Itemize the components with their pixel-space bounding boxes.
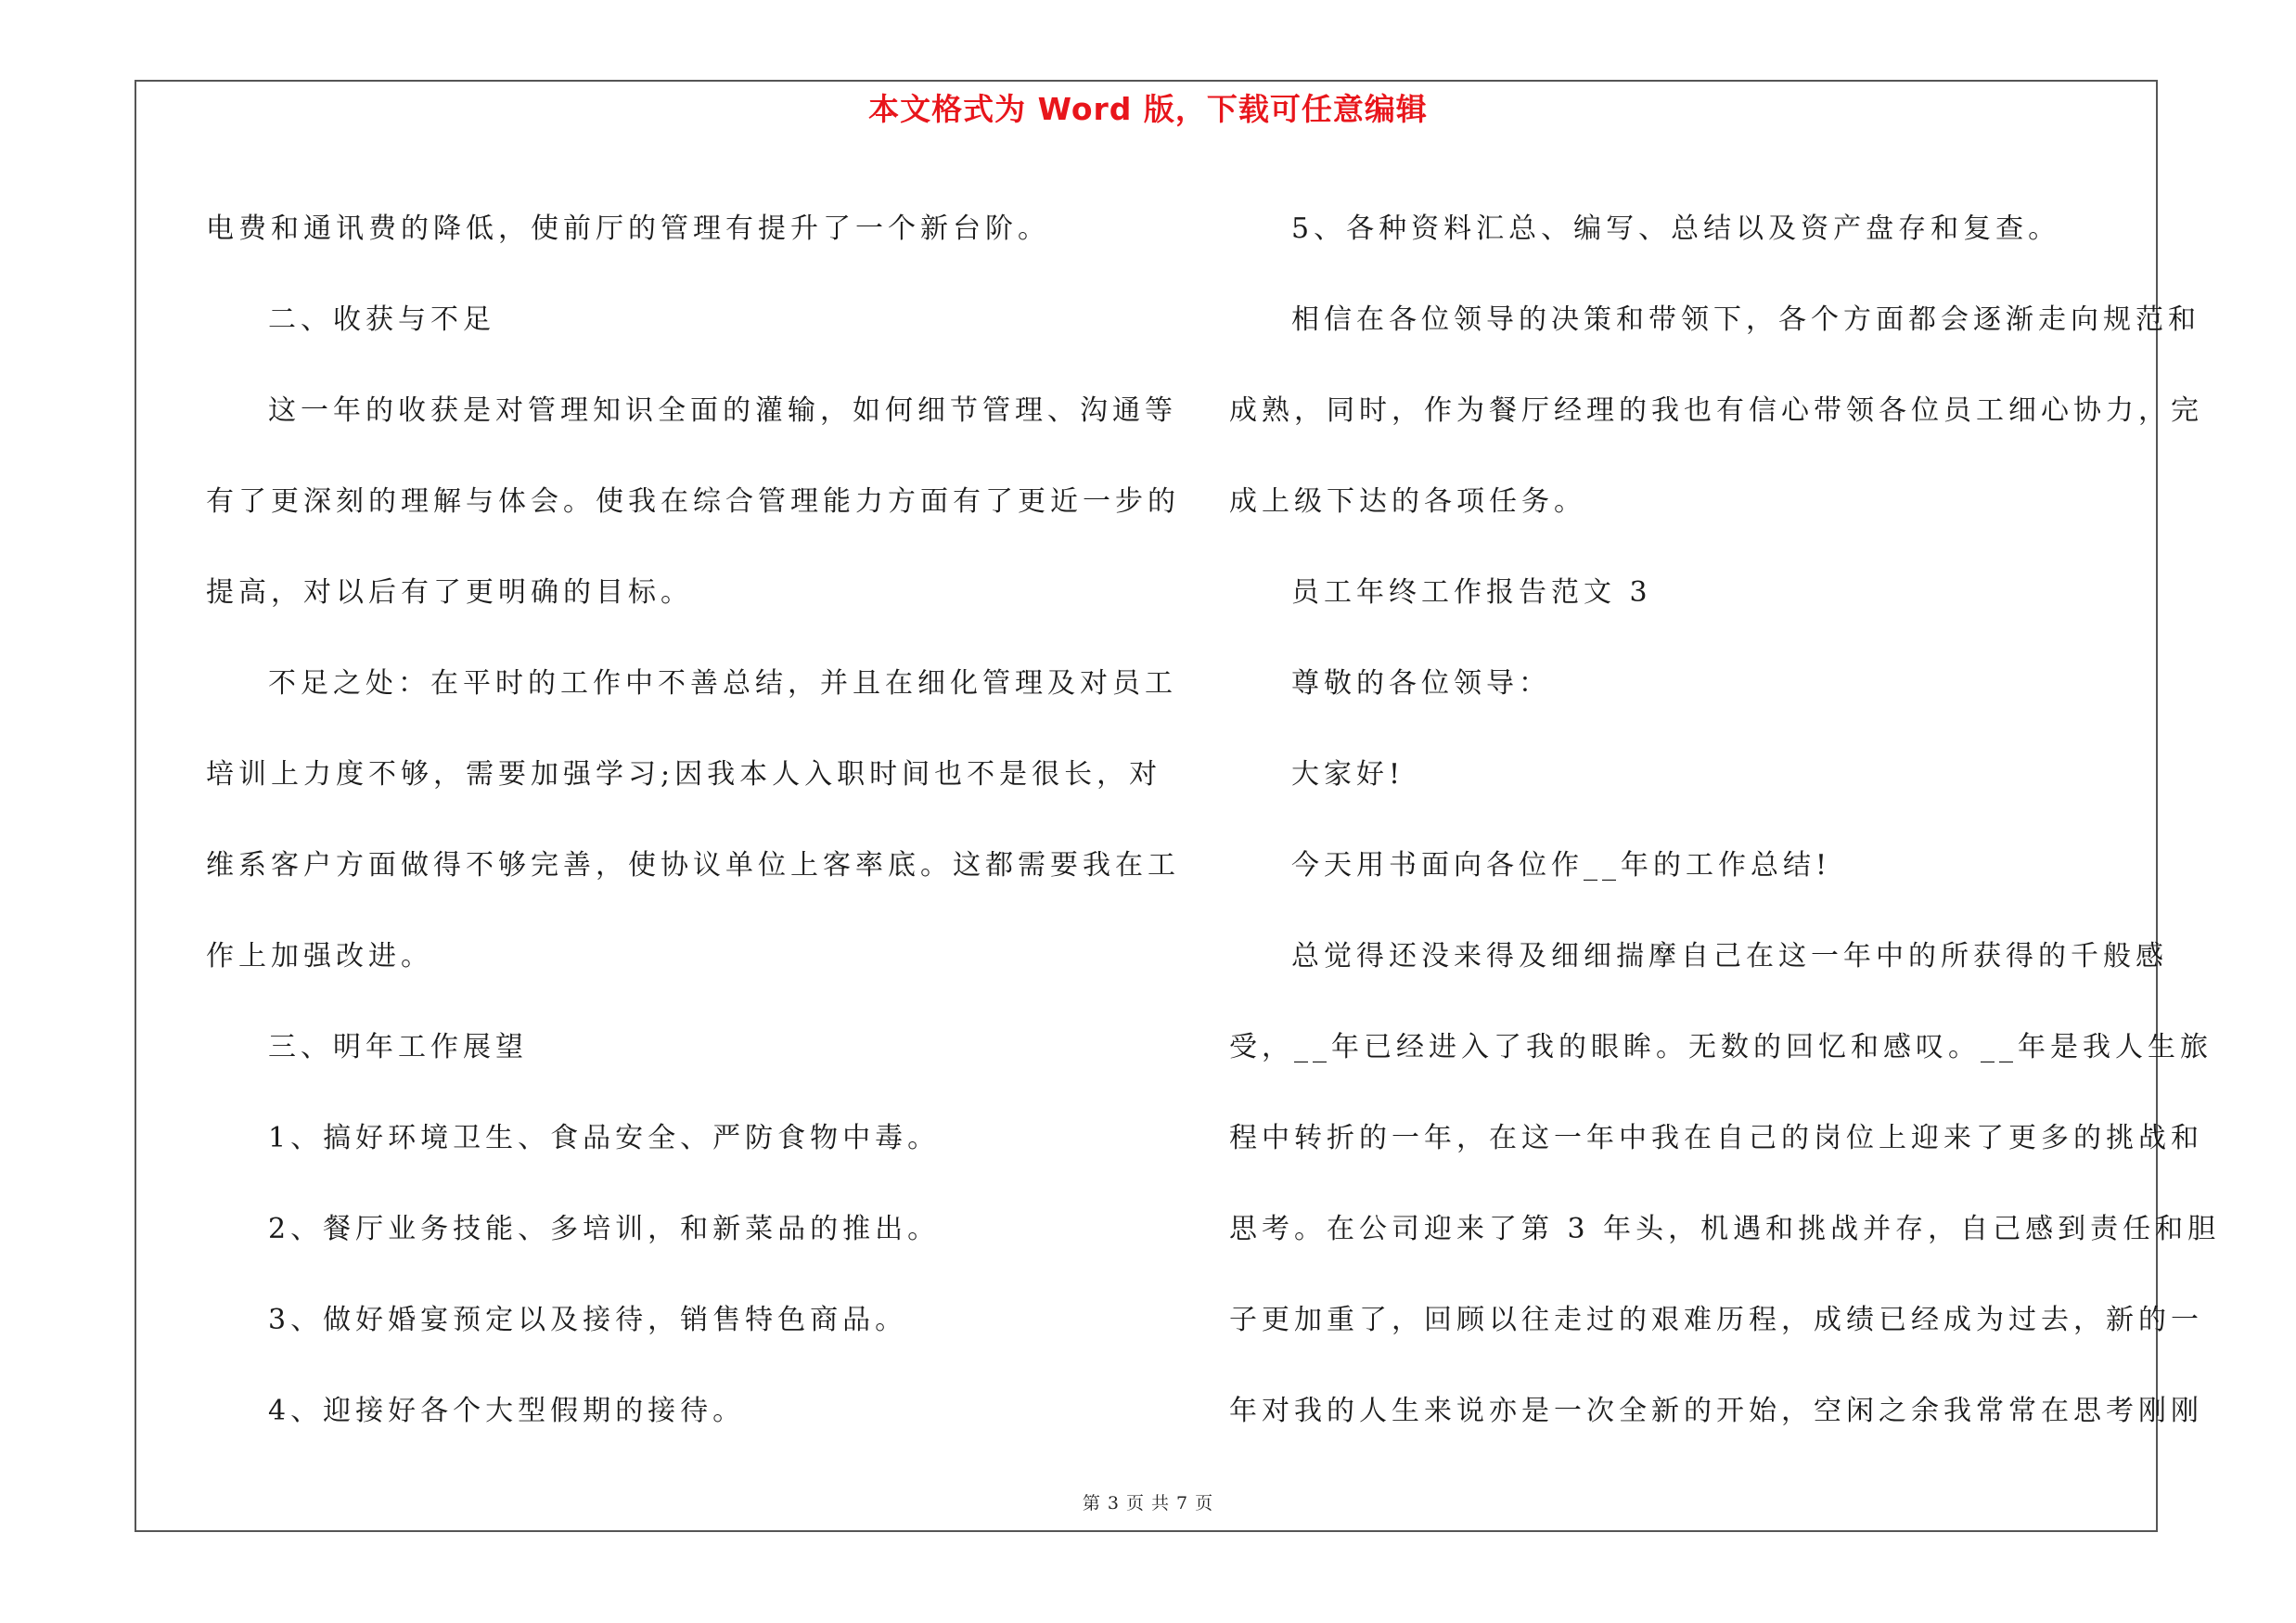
right-salutation: 尊敬的各位领导： <box>1291 667 1551 700</box>
left-line-3: 这一年的收获是对管理知识全面的灌输，如何细节管理、沟通等 <box>268 394 1177 427</box>
right-line-2: 相信在各位领导的决策和带领下，各个方面都会逐渐走向规范和 <box>1291 303 2200 336</box>
left-list-item-1: 1、搞好环境卫生、食品安全、严防食物中毒。 <box>268 1122 941 1154</box>
right-line-3: 成熟，同时，作为餐厅经理的我也有信心带领各位员工细心协力，完 <box>1229 394 2203 427</box>
left-heading-gains: 二、收获与不足 <box>268 303 495 336</box>
right-line-8: 今天用书面向各位作__年的工作总结! <box>1291 849 1832 882</box>
left-list-item-2: 2、餐厅业务技能、多培训，和新菜品的推出。 <box>268 1213 941 1245</box>
right-list-item-5: 5、各种资料汇总、编写、总结以及资产盘存和复查。 <box>1291 213 2061 245</box>
left-line-5: 提高，对以后有了更明确的目标。 <box>206 576 693 609</box>
right-line-4: 成上级下达的各项任务。 <box>1229 485 1586 518</box>
left-list-item-3: 3、做好婚宴预定以及接待，销售特色商品。 <box>268 1304 908 1336</box>
page-number-footer: 第 3 页 共 7 页 <box>1082 1493 1214 1514</box>
left-heading-outlook: 三、明年工作展望 <box>268 1031 528 1063</box>
left-line-4: 有了更深刻的理解与体会。使我在综合管理能力方面有了更近一步的 <box>206 485 1180 518</box>
left-line-8: 维系客户方面做得不够完善，使协议单位上客率底。这都需要我在工 <box>206 849 1180 882</box>
left-line-7: 培训上力度不够，需要加强学习;因我本人入职时间也不是很长，对 <box>206 758 1162 791</box>
right-line-13: 子更加重了，回顾以往走过的艰难历程，成绩已经成为过去，新的一 <box>1229 1304 2203 1336</box>
left-line-1: 电费和通讯费的降低，使前厅的管理有提升了一个新台阶。 <box>206 213 1050 245</box>
left-column <box>206 184 1180 1457</box>
left-list-item-4: 4、迎接好各个大型假期的接待。 <box>268 1395 746 1427</box>
right-line-9: 总觉得还没来得及细细揣摩自己在这一年中的所获得的千般感 <box>1291 940 2168 973</box>
right-line-14: 年对我的人生来说亦是一次全新的开始，空闲之余我常常在思考刚刚 <box>1229 1395 2203 1427</box>
left-line-6: 不足之处：在平时的工作中不善总结，并且在细化管理及对员工 <box>268 667 1177 700</box>
right-line-12: 思考。在公司迎来了第 3 年头，机遇和挑战并存，自己感到责任和胆 <box>1229 1213 2221 1245</box>
left-line-9: 作上加强改进。 <box>206 940 433 973</box>
right-section-title: 员工年终工作报告范文 3 <box>1291 576 1652 609</box>
right-line-10: 受，__年已经进入了我的眼眸。无数的回忆和感叹。__年是我人生旅 <box>1229 1031 2213 1063</box>
right-column <box>1229 184 2221 1457</box>
right-line-11: 程中转折的一年，在这一年中我在自己的岗位上迎来了更多的挑战和 <box>1229 1122 2203 1154</box>
right-greeting: 大家好! <box>1291 758 1405 791</box>
edit-notice-banner: 本文格式为 Word 版，下载可任意编辑 <box>868 91 1428 127</box>
